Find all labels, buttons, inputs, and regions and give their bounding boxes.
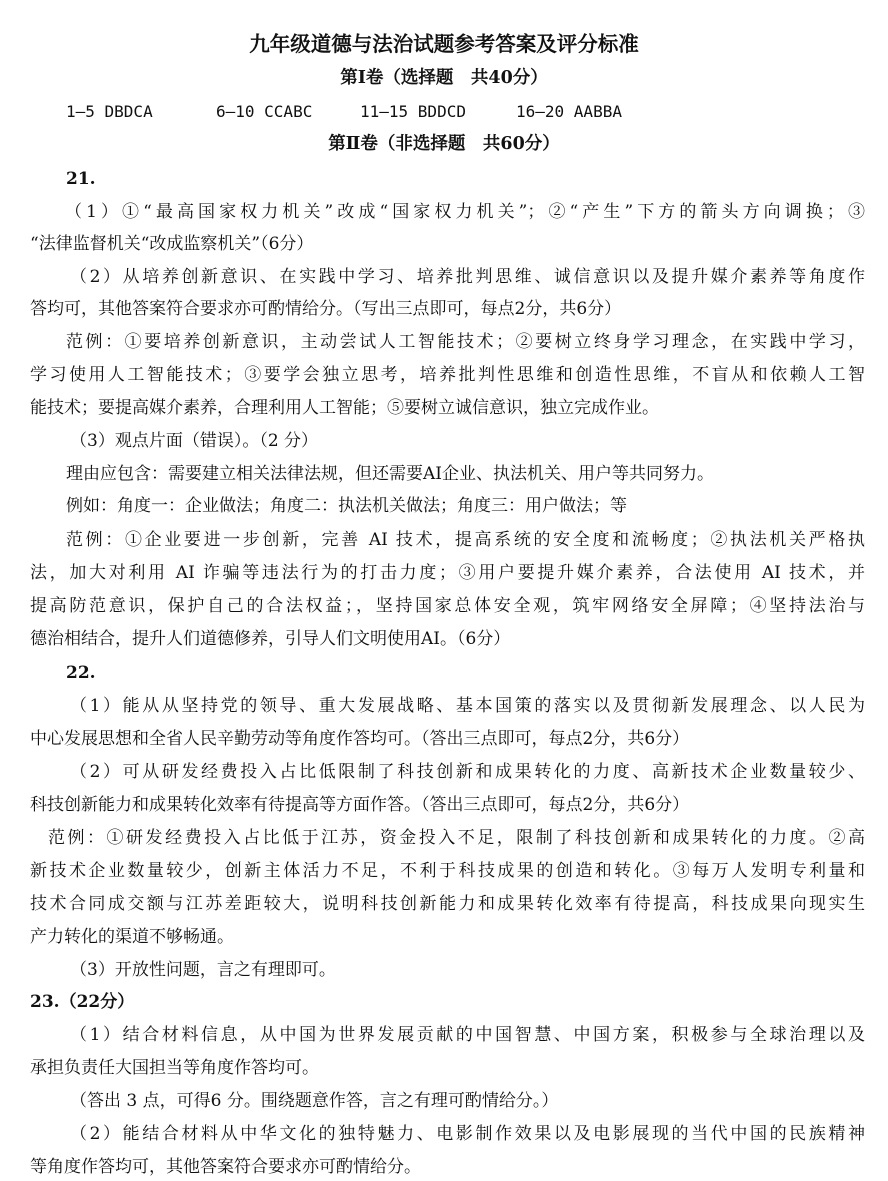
q22-line: 科技创新能力和成果转化效率有待提高等方面作答。（答出三点即可，每点2分，共6分） <box>30 795 690 815</box>
q23-line: （答出 3 点，可得6 分。围绕题意作答，言之有理可酌情给分。） <box>70 1091 559 1111</box>
q21-line: 能技术；要提高媒介素养，合理利用人工智能；⑤要树立诚信意识，独立完成作业。 <box>30 398 659 418</box>
q21-line: （1）①“最高国家权力机关”改成“国家权力机关”；②“产生”下方的箭头方向调换；③ <box>65 202 865 222</box>
q21-line: 答均可，其他答案符合要求亦可酌情给分。（写出三点即可，每点2分，共6分） <box>30 299 622 319</box>
q21-line: 例如：角度一：企业做法；角度二：执法机关做法；角度三：用户做法；等 <box>66 496 627 516</box>
q22-line: 中心发展思想和全省人民辛勤劳动等角度作答均可。（答出三点即可，每点2分，共6分） <box>30 729 690 749</box>
q22-line: 新技术企业数量较少，创新主体活力不足，不利于科技成果的创造和转化。③每万人发明专利量和 <box>30 861 865 881</box>
answers-1-5: 1—5 DBDCA <box>66 102 153 121</box>
q22-line: 产力转化的渠道不够畅通。 <box>30 927 234 947</box>
q23-line: 承担负责任大国担当等角度作答均可。 <box>30 1058 319 1078</box>
q22-line: （2）可从研发经费投入占比低限制了科技创新和成果转化的力度、高新技术企业数量较少、 <box>70 762 865 782</box>
part-1-heading: 第Ⅰ卷（选择题 共40分） <box>340 68 548 88</box>
question-22-number: 22. <box>66 663 96 683</box>
q21-line: 提高防范意识，保护自己的合法权益；，坚持国家总体安全观，筑牢网络安全屏障；④坚持法治与 <box>30 596 865 616</box>
q22-line: （1）能从从坚持党的领导、重大发展战略、基本国策的落实以及贯彻新发展理念、以人民为 <box>70 696 865 716</box>
q23-line: 等角度作答均可，其他答案符合要求亦可酌情给分。 <box>30 1157 421 1177</box>
answers-16-20: 16—20 AABBA <box>516 102 622 121</box>
answers-6-10: 6—10 CCABC <box>216 102 313 121</box>
q22-line: 范例：①研发经费投入占比低于江苏，资金投入不足，限制了科技创新和成果转化的力度。②高 <box>48 828 865 848</box>
q21-line: 德治相结合，提升人们道德修养，引导人们文明使用AI。（6分） <box>30 629 511 649</box>
q23-line: （1）结合材料信息，从中国为世界发展贡献的中国智慧、中国方案，积极参与全球治理以及 <box>70 1025 865 1045</box>
document-title: 九年级道德与法治试题参考答案及评分标准 <box>249 32 639 56</box>
q22-line: （3）开放性问题，言之有理即可。 <box>70 960 336 980</box>
q21-line: （3）观点片面（错误）。（2 分） <box>70 431 319 451</box>
part-2-heading: 第Ⅱ卷（非选择题 共60分） <box>328 134 560 154</box>
q21-line: 学习使用人工智能技术；③要学会独立思考，培养批判性思维和创造性思维，不盲从和依赖人工智 <box>30 365 865 385</box>
choice-answer-key <box>66 100 888 124</box>
q21-line: （2）从培养创新意识、在实践中学习、培养批判思维、诚信意识以及提升媒介素养等角度作 <box>70 267 865 287</box>
answers-11-15: 11—15 BDDCD <box>360 102 466 121</box>
q23-line: （2）能结合材料从中华文化的独特魅力、电影制作效果以及电影展现的当代中国的民族精神 <box>70 1124 865 1144</box>
question-21-number: 21. <box>66 169 96 189</box>
q21-line: 范例：①企业要进一步创新，完善 AI 技术，提高系统的安全度和流畅度；②执法机关严格执 <box>66 530 865 550</box>
q21-line: 理由应包含：需要建立相关法律法规，但还需要AI企业、执法机关、用户等共同努力。 <box>66 464 714 484</box>
q21-line: “法律监督机关“改成监察机关”（6分） <box>30 234 314 254</box>
question-23-number: 23.（22分） <box>30 992 135 1012</box>
q21-line: 范例：①要培养创新意识，主动尝试人工智能技术；②要树立终身学习理念，在实践中学习， <box>66 332 865 352</box>
q22-line: 技术合同成交额与江苏差距较大，说明科技创新能力和成果转化效率有待提高，科技成果向现实生 <box>30 894 865 914</box>
q21-line: 法，加大对利用 AI 诈骗等违法行为的打击力度；③用户要提升媒介素养，合法使用 AI 技术，并 <box>30 563 865 583</box>
